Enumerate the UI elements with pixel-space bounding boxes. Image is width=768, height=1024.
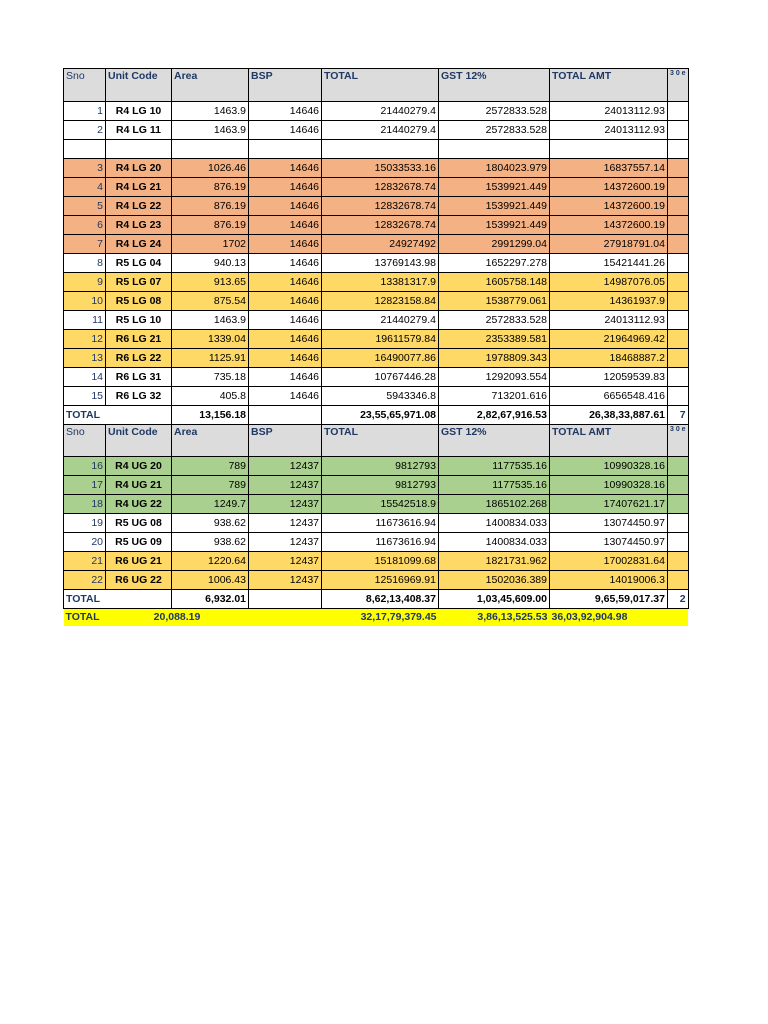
- table-row: [64, 235, 689, 254]
- total-amt-cell[interactable]: 15421441.26: [550, 254, 668, 273]
- header-area[interactable]: Area: [172, 425, 249, 457]
- total-cell[interactable]: 10767446.28: [322, 368, 439, 387]
- subtotal-cut-off[interactable]: 2: [668, 590, 689, 609]
- unit-code-cell[interactable]: R6 LG 31: [106, 368, 172, 387]
- sno-cell[interactable]: 22: [64, 571, 106, 590]
- unit-code-cell[interactable]: R6 LG 21: [106, 330, 172, 349]
- area-cell[interactable]: 789: [172, 476, 249, 495]
- total-amt-cell[interactable]: 27918791.04: [550, 235, 668, 254]
- subtotal-row: [64, 590, 689, 609]
- bsp-cell[interactable]: 12437: [249, 495, 322, 514]
- table-row: [64, 254, 689, 273]
- total-amt-cell[interactable]: 13074450.97: [550, 533, 668, 552]
- table-row: [64, 476, 689, 495]
- grand-total-cut-off[interactable]: [668, 609, 689, 627]
- gst-cell[interactable]: 1821731.962: [439, 552, 550, 571]
- unit-code-cell[interactable]: R4 LG 11: [106, 121, 172, 140]
- subtotal-cut-off[interactable]: 7: [668, 406, 689, 425]
- header-bsp[interactable]: BSP: [249, 425, 322, 457]
- total-amt-cell[interactable]: 17002831.64: [550, 552, 668, 571]
- total-amt-cell[interactable]: 14361937.9: [550, 292, 668, 311]
- area-cell[interactable]: 876.19: [172, 216, 249, 235]
- bsp-cell[interactable]: 12437: [249, 552, 322, 571]
- unit-code-cell[interactable]: R6 LG 32: [106, 387, 172, 406]
- table-row: [64, 140, 689, 159]
- total-cell[interactable]: 11673616.94: [322, 514, 439, 533]
- gst-cell[interactable]: 713201.616: [439, 387, 550, 406]
- grand-total-row: [64, 609, 689, 627]
- total-amt-cell[interactable]: 10990328.16: [550, 457, 668, 476]
- sno-cell[interactable]: 15: [64, 387, 106, 406]
- gst-cell[interactable]: 1652297.278: [439, 254, 550, 273]
- table-row: [64, 121, 689, 140]
- unit-code-cell[interactable]: R5 LG 10: [106, 311, 172, 330]
- area-cell[interactable]: 1463.9: [172, 102, 249, 121]
- sno-cell[interactable]: 1: [64, 102, 106, 121]
- unit-code-cell[interactable]: R5 UG 08: [106, 514, 172, 533]
- header-total[interactable]: TOTAL: [322, 425, 439, 457]
- cut-off-cell[interactable]: [668, 216, 689, 235]
- table-row: [64, 216, 689, 235]
- total-cell[interactable]: 19611579.84: [322, 330, 439, 349]
- total-cell[interactable]: 21440279.4: [322, 311, 439, 330]
- cut-off-cell[interactable]: [668, 254, 689, 273]
- bsp-cell[interactable]: 14646: [249, 349, 322, 368]
- unit-code-cell[interactable]: R4 LG 22: [106, 197, 172, 216]
- table-row: [64, 514, 689, 533]
- total-amt-cell[interactable]: 12059539.83: [550, 368, 668, 387]
- table-row: [64, 552, 689, 571]
- total-cell[interactable]: 12823158.84: [322, 292, 439, 311]
- subtotal-total[interactable]: 23,55,65,971.08: [322, 406, 439, 425]
- sno-cell[interactable]: 2: [64, 121, 106, 140]
- total-cell[interactable]: 15181099.68: [322, 552, 439, 571]
- sno-cell[interactable]: 4: [64, 178, 106, 197]
- area-cell[interactable]: 1006.43: [172, 571, 249, 590]
- gst-cell[interactable]: 2572833.528: [439, 311, 550, 330]
- unit-code-cell[interactable]: R6 LG 22: [106, 349, 172, 368]
- cut-off-cell[interactable]: [668, 292, 689, 311]
- bsp-cell[interactable]: 14646: [249, 178, 322, 197]
- unit-code-cell[interactable]: R5 LG 07: [106, 273, 172, 292]
- sno-cell[interactable]: 17: [64, 476, 106, 495]
- total-cell[interactable]: 21440279.4: [322, 102, 439, 121]
- sno-cell[interactable]: 19: [64, 514, 106, 533]
- subtotal-label[interactable]: TOTAL: [64, 406, 172, 425]
- total-cell[interactable]: 9812793: [322, 476, 439, 495]
- total-cell[interactable]: 9812793: [322, 457, 439, 476]
- cut-off-cell[interactable]: [668, 533, 689, 552]
- gst-cell[interactable]: [439, 140, 550, 159]
- cut-off-cell[interactable]: [668, 159, 689, 178]
- subtotal-bsp[interactable]: [249, 406, 322, 425]
- cut-off-cell[interactable]: [668, 387, 689, 406]
- gst-cell[interactable]: 1605758.148: [439, 273, 550, 292]
- sno-cell[interactable]: 12: [64, 330, 106, 349]
- cut-off-cell[interactable]: [668, 102, 689, 121]
- table-row: [64, 457, 689, 476]
- sno-cell[interactable]: 13: [64, 349, 106, 368]
- header-total[interactable]: TOTAL: [322, 69, 439, 102]
- table-row: [64, 178, 689, 197]
- bsp-cell[interactable]: 14646: [249, 368, 322, 387]
- unit-code-cell[interactable]: R5 UG 09: [106, 533, 172, 552]
- total-amt-cell[interactable]: 24013112.93: [550, 102, 668, 121]
- total-amt-cell[interactable]: 24013112.93: [550, 311, 668, 330]
- bsp-cell[interactable]: 12437: [249, 571, 322, 590]
- area-cell[interactable]: 1125.91: [172, 349, 249, 368]
- subtotal-gst[interactable]: 2,82,67,916.53: [439, 406, 550, 425]
- subtotal-area[interactable]: 13,156.18: [172, 406, 249, 425]
- cut-off-cell[interactable]: [668, 121, 689, 140]
- header-bsp[interactable]: BSP: [249, 69, 322, 102]
- cut-off-cell[interactable]: [668, 273, 689, 292]
- total-amt-cell[interactable]: 14372600.19: [550, 178, 668, 197]
- gst-cell[interactable]: 1865102.268: [439, 495, 550, 514]
- total-cell[interactable]: 16490077.86: [322, 349, 439, 368]
- total-cell[interactable]: 12832678.74: [322, 216, 439, 235]
- sno-cell[interactable]: 16: [64, 457, 106, 476]
- subtotal-total[interactable]: 8,62,13,408.37: [322, 590, 439, 609]
- total-cell[interactable]: 24927492: [322, 235, 439, 254]
- sno-cell[interactable]: 20: [64, 533, 106, 552]
- area-cell[interactable]: 1339.04: [172, 330, 249, 349]
- area-cell[interactable]: 875.54: [172, 292, 249, 311]
- cut-off-cell[interactable]: [668, 552, 689, 571]
- subtotal-area[interactable]: 6,932.01: [172, 590, 249, 609]
- table-row: [64, 495, 689, 514]
- cut-off-cell[interactable]: [668, 330, 689, 349]
- grand-total-area[interactable]: 20,088.19: [106, 609, 249, 627]
- total-cell[interactable]: 5943346.8: [322, 387, 439, 406]
- gst-cell[interactable]: 1539921.449: [439, 216, 550, 235]
- total-amt-cell[interactable]: 14987076.05: [550, 273, 668, 292]
- cut-off-cell[interactable]: [668, 349, 689, 368]
- total-amt-cell[interactable]: 6656548.416: [550, 387, 668, 406]
- cut-off-cell[interactable]: [668, 178, 689, 197]
- subtotal-row: [64, 406, 689, 425]
- unit-code-cell[interactable]: [106, 140, 172, 159]
- total-amt-cell[interactable]: 14372600.19: [550, 197, 668, 216]
- total-cell[interactable]: 11673616.94: [322, 533, 439, 552]
- total-cell[interactable]: 21440279.4: [322, 121, 439, 140]
- sno-cell[interactable]: 9: [64, 273, 106, 292]
- area-cell[interactable]: [172, 140, 249, 159]
- area-cell[interactable]: 405.8: [172, 387, 249, 406]
- gst-cell[interactable]: 1400834.033: [439, 533, 550, 552]
- unit-code-cell[interactable]: R4 LG 24: [106, 235, 172, 254]
- bsp-cell[interactable]: [249, 140, 322, 159]
- sno-cell[interactable]: 6: [64, 216, 106, 235]
- sno-cell[interactable]: 5: [64, 197, 106, 216]
- grand-total-amt[interactable]: 36,03,92,904.98: [550, 609, 668, 627]
- gst-cell[interactable]: 1538779.061: [439, 292, 550, 311]
- unit-code-cell[interactable]: R6 UG 22: [106, 571, 172, 590]
- area-cell[interactable]: 938.62: [172, 514, 249, 533]
- gst-cell[interactable]: 1539921.449: [439, 178, 550, 197]
- subtotal-label[interactable]: TOTAL: [64, 590, 172, 609]
- bsp-cell[interactable]: 14646: [249, 330, 322, 349]
- cut-off-cell[interactable]: [668, 140, 689, 159]
- total-amt-cell[interactable]: 21964969.42: [550, 330, 668, 349]
- bsp-cell[interactable]: 12437: [249, 533, 322, 552]
- gst-cell[interactable]: 2991299.04: [439, 235, 550, 254]
- bsp-cell[interactable]: 14646: [249, 387, 322, 406]
- area-cell[interactable]: 1249.7: [172, 495, 249, 514]
- subtotal-total-amt[interactable]: 9,65,59,017.37: [550, 590, 668, 609]
- table-row: [64, 571, 689, 590]
- total-cell[interactable]: 12832678.74: [322, 197, 439, 216]
- cut-off-cell[interactable]: [668, 311, 689, 330]
- area-cell[interactable]: 789: [172, 457, 249, 476]
- bsp-cell[interactable]: 14646: [249, 216, 322, 235]
- sno-cell[interactable]: [64, 140, 106, 159]
- bsp-cell[interactable]: 14646: [249, 273, 322, 292]
- total-amt-cell[interactable]: 10990328.16: [550, 476, 668, 495]
- spreadsheet-table: [63, 68, 689, 626]
- grand-total-gst[interactable]: 3,86,13,525.53: [439, 609, 550, 627]
- bsp-cell[interactable]: 14646: [249, 159, 322, 178]
- header-gst[interactable]: GST 12%: [439, 425, 550, 457]
- sno-cell[interactable]: 3: [64, 159, 106, 178]
- table-row: [64, 292, 689, 311]
- header-sno[interactable]: Sno: [64, 425, 106, 457]
- cut-off-cell[interactable]: [668, 197, 689, 216]
- total-amt-cell[interactable]: [550, 140, 668, 159]
- area-cell[interactable]: 876.19: [172, 178, 249, 197]
- sno-cell[interactable]: 18: [64, 495, 106, 514]
- gst-cell[interactable]: 2353389.581: [439, 330, 550, 349]
- total-amt-cell[interactable]: 18468887.2: [550, 349, 668, 368]
- subtotal-total-amt[interactable]: 26,38,33,887.61: [550, 406, 668, 425]
- header-unit-code[interactable]: Unit Code: [106, 425, 172, 457]
- area-cell[interactable]: 1220.64: [172, 552, 249, 571]
- table-row: [64, 387, 689, 406]
- table-row: [64, 368, 689, 387]
- total-amt-cell[interactable]: 17407621.17: [550, 495, 668, 514]
- area-cell[interactable]: 940.13: [172, 254, 249, 273]
- sno-cell[interactable]: 10: [64, 292, 106, 311]
- sno-cell[interactable]: 8: [64, 254, 106, 273]
- cut-off-cell[interactable]: [668, 495, 689, 514]
- table-row: [64, 197, 689, 216]
- total-amt-cell[interactable]: 16837557.14: [550, 159, 668, 178]
- bsp-cell[interactable]: 12437: [249, 457, 322, 476]
- gst-cell[interactable]: 1177535.16: [439, 476, 550, 495]
- bsp-cell[interactable]: 12437: [249, 476, 322, 495]
- total-cell[interactable]: 13769143.98: [322, 254, 439, 273]
- unit-code-cell[interactable]: R4 UG 20: [106, 457, 172, 476]
- header-total-amt[interactable]: TOTAL AMT: [550, 69, 668, 102]
- area-cell[interactable]: 1702: [172, 235, 249, 254]
- bsp-cell[interactable]: 14646: [249, 254, 322, 273]
- header-sno[interactable]: Sno: [64, 69, 106, 102]
- total-cell[interactable]: 15542518.9: [322, 495, 439, 514]
- gst-cell[interactable]: 2572833.528: [439, 102, 550, 121]
- header-total-amt[interactable]: TOTAL AMT: [550, 425, 668, 457]
- table-row: [64, 533, 689, 552]
- gst-cell[interactable]: 1804023.979: [439, 159, 550, 178]
- sno-cell[interactable]: 21: [64, 552, 106, 571]
- total-amt-cell[interactable]: 14372600.19: [550, 216, 668, 235]
- cut-off-cell[interactable]: [668, 476, 689, 495]
- header-row: [64, 69, 689, 102]
- table-row: [64, 102, 689, 121]
- area-cell[interactable]: 938.62: [172, 533, 249, 552]
- bsp-cell[interactable]: 14646: [249, 311, 322, 330]
- unit-code-cell[interactable]: R4 LG 10: [106, 102, 172, 121]
- area-cell[interactable]: 1463.9: [172, 121, 249, 140]
- subtotal-bsp[interactable]: [249, 590, 322, 609]
- total-amt-cell[interactable]: 14019006.3: [550, 571, 668, 590]
- bsp-cell[interactable]: 14646: [249, 197, 322, 216]
- gst-cell[interactable]: 1292093.554: [439, 368, 550, 387]
- unit-code-cell[interactable]: R4 LG 20: [106, 159, 172, 178]
- area-cell[interactable]: 913.65: [172, 273, 249, 292]
- header-unit-code[interactable]: Unit Code: [106, 69, 172, 102]
- total-cell[interactable]: 13381317.9: [322, 273, 439, 292]
- sno-cell[interactable]: 11: [64, 311, 106, 330]
- subtotal-gst[interactable]: 1,03,45,609.00: [439, 590, 550, 609]
- total-cell[interactable]: 12832678.74: [322, 178, 439, 197]
- area-cell[interactable]: 735.18: [172, 368, 249, 387]
- gst-cell[interactable]: 1539921.449: [439, 197, 550, 216]
- cut-off-cell[interactable]: [668, 235, 689, 254]
- gst-cell[interactable]: 1400834.033: [439, 514, 550, 533]
- unit-code-cell[interactable]: R4 LG 21: [106, 178, 172, 197]
- table-row: [64, 349, 689, 368]
- gst-cell[interactable]: 2572833.528: [439, 121, 550, 140]
- area-cell[interactable]: 876.19: [172, 197, 249, 216]
- header-gst[interactable]: GST 12%: [439, 69, 550, 102]
- cut-off-cell[interactable]: [668, 571, 689, 590]
- grand-total-label[interactable]: TOTAL: [64, 609, 106, 627]
- table-row: [64, 330, 689, 349]
- table-row: [64, 273, 689, 292]
- table-row: [64, 311, 689, 330]
- unit-code-cell[interactable]: R4 UG 21: [106, 476, 172, 495]
- total-cell[interactable]: [322, 140, 439, 159]
- cut-off-cell[interactable]: [668, 457, 689, 476]
- unit-code-cell[interactable]: R4 LG 23: [106, 216, 172, 235]
- header-cut-off-column[interactable]: 3 0 e: [668, 425, 689, 457]
- cut-off-cell[interactable]: [668, 368, 689, 387]
- bsp-cell[interactable]: 14646: [249, 292, 322, 311]
- total-cell[interactable]: 15033533.16: [322, 159, 439, 178]
- gst-cell[interactable]: 1177535.16: [439, 457, 550, 476]
- header-area[interactable]: Area: [172, 69, 249, 102]
- grand-total-total[interactable]: 32,17,79,379.45: [249, 609, 439, 627]
- bsp-cell[interactable]: 14646: [249, 235, 322, 254]
- bsp-cell[interactable]: 12437: [249, 514, 322, 533]
- unit-code-cell[interactable]: R5 LG 04: [106, 254, 172, 273]
- cut-off-cell[interactable]: [668, 514, 689, 533]
- unit-code-cell[interactable]: R6 UG 21: [106, 552, 172, 571]
- unit-code-cell[interactable]: R4 UG 22: [106, 495, 172, 514]
- table-row: [64, 159, 689, 178]
- total-cell[interactable]: 12516969.91: [322, 571, 439, 590]
- unit-code-cell[interactable]: R5 LG 08: [106, 292, 172, 311]
- sno-cell[interactable]: 7: [64, 235, 106, 254]
- area-cell[interactable]: 1463.9: [172, 311, 249, 330]
- bsp-cell[interactable]: 14646: [249, 121, 322, 140]
- gst-cell[interactable]: 1978809.343: [439, 349, 550, 368]
- area-cell[interactable]: 1026.46: [172, 159, 249, 178]
- header-cut-off-column[interactable]: 3 0 e: [668, 69, 689, 102]
- total-amt-cell[interactable]: 13074450.97: [550, 514, 668, 533]
- sno-cell[interactable]: 14: [64, 368, 106, 387]
- header-row: [64, 425, 689, 457]
- gst-cell[interactable]: 1502036.389: [439, 571, 550, 590]
- total-amt-cell[interactable]: 24013112.93: [550, 121, 668, 140]
- bsp-cell[interactable]: 14646: [249, 102, 322, 121]
